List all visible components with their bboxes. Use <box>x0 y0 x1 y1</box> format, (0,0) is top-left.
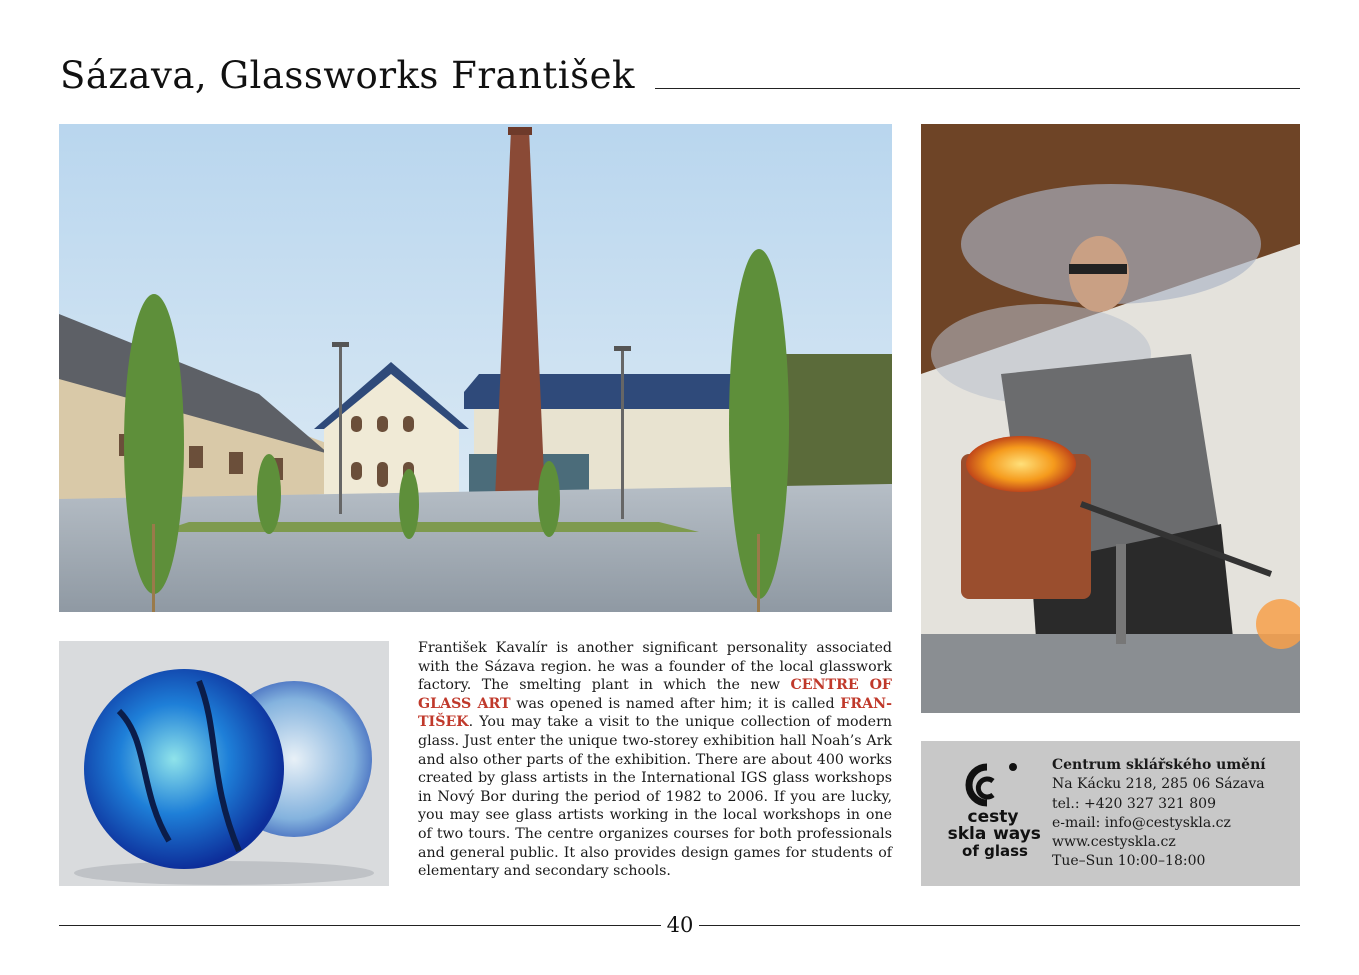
contact-details <box>1052 756 1266 872</box>
logo-icon <box>935 755 1045 865</box>
logo-line-1: cesty <box>967 807 1019 827</box>
glassblower-illustration <box>921 124 1300 713</box>
glass-art-photo <box>59 641 389 886</box>
cesty-skla-logo <box>935 755 1045 865</box>
logo-line-2: skla <box>947 824 987 844</box>
centre-of-glass-art-highlight: CENTRE OF GLASS ART <box>418 677 892 712</box>
article-segment-2: was opened is named after him; it is called <box>510 695 841 712</box>
footer-rule-left <box>59 925 661 926</box>
logo-line-3: ways <box>993 824 1041 844</box>
glassworks-illustration <box>59 124 892 612</box>
contact-name: Centrum sklářského umění <box>1052 757 1266 773</box>
contact-email: e-mail: info@cestyskla.cz <box>1052 814 1231 831</box>
logo-line-4: of glass <box>962 842 1028 860</box>
article-segment-3: . You may take a visit to the unique collection of modern glass. Just enter the unique two-storey exhibition hall Noah’s Ark and also other parts of the exhibition. There are about 400 works created by glass artists in the International IGS glass workshops in Nový Bor during the period of 1982 to 2006. If you are lucky, you may see glass artists working in the local workshops in one of two tours. The centre organizes courses for both professionals and general public. It also provides design games for students of elementary and secondary schools. <box>418 714 892 880</box>
page-title: Sázava, Glassworks František <box>60 54 635 97</box>
contact-address: Na Kácku 218, 285 06 Sázava <box>1052 776 1265 793</box>
glassworks-photo <box>59 124 892 612</box>
article-text <box>418 639 892 881</box>
frantisek-highlight: FRANTIŠEK <box>418 695 892 731</box>
footer-rule-right <box>699 925 1300 926</box>
article-segment-1: František Kavalír is another significant personality associated with the Sázava region. he was a founder of the local glasswork factory. The smelting plant in which the new <box>418 640 892 694</box>
glassblower-photo <box>921 124 1300 713</box>
page-number: 40 <box>666 913 694 937</box>
contact-info-box <box>921 741 1300 886</box>
contact-phone: tel.: +420 327 321 809 <box>1052 795 1216 812</box>
contact-hours: Tue–Sun 10:00–18:00 <box>1052 853 1206 870</box>
title-rule <box>655 88 1300 89</box>
contact-website: www.cestyskla.cz <box>1052 834 1176 851</box>
glass-art-illustration <box>59 641 389 886</box>
